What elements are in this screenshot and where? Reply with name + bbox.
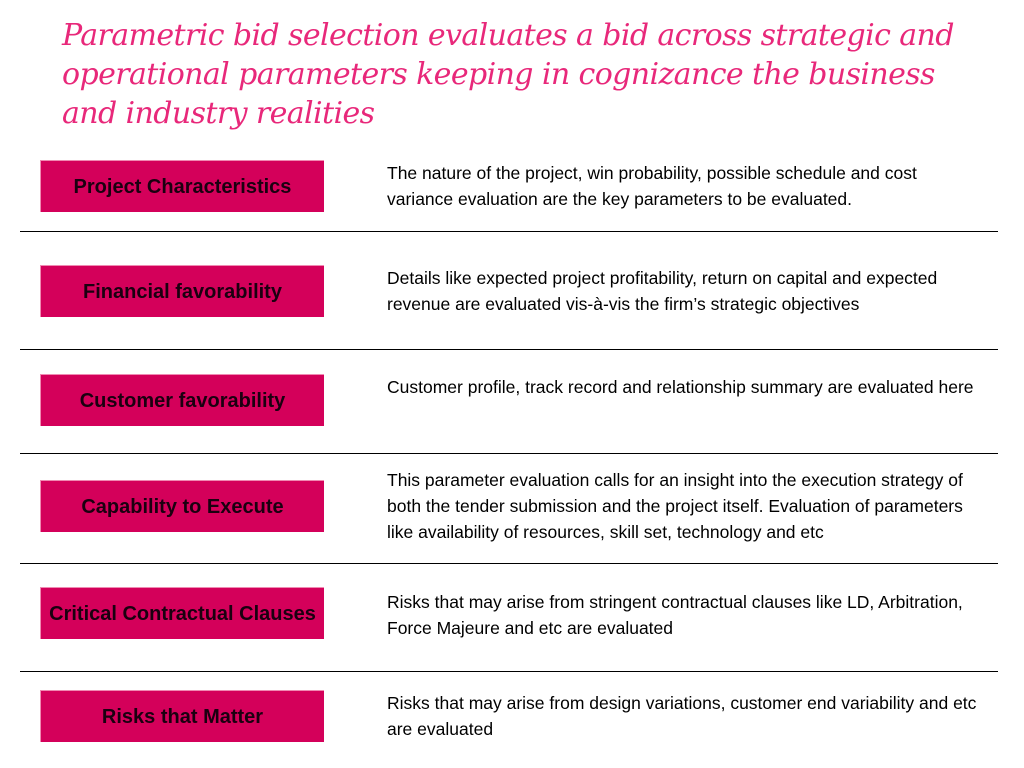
description-project-characteristics: The nature of the project, win probability, possible schedule and cost variance evaluation are the key parameters to be evaluated. — [387, 163, 917, 209]
description-capability-to-execute: This parameter evaluation calls for an insight into the execution strategy of both the tender submission and the project itself. Evaluation of parameters like availability of resources, skill set, technology and etc — [387, 470, 963, 542]
label-box-risks-that-matter — [40, 690, 324, 742]
label-text: Financial favorability — [83, 280, 282, 303]
label-text: Project Characteristics — [73, 175, 292, 198]
label-box-capability-to-execute — [40, 480, 324, 532]
label-box-project-characteristics — [40, 160, 324, 212]
row-divider — [20, 671, 998, 672]
label-text: Risks that Matter — [101, 705, 264, 728]
label-text: Capability to Execute — [81, 495, 284, 518]
row-divider — [20, 349, 998, 350]
label-box-customer-favorability — [40, 374, 324, 426]
label-text: Customer favorability — [79, 389, 286, 412]
label-text: Critical Contractual Clauses — [49, 602, 316, 625]
row-divider — [20, 453, 998, 454]
description-customer-favorability: Customer profile, track record and relationship summary are evaluated here — [387, 377, 974, 397]
description-critical-contractual-clauses: Risks that may arise from stringent contractual clauses like LD, Arbitration, Force Majeure and etc are evaluated — [387, 592, 963, 638]
row-divider — [20, 231, 998, 232]
description-financial-favorability: Details like expected project profitability, return on capital and expected revenue are evaluated vis-à-vis the firm’s strategic objectives — [387, 268, 938, 314]
label-box-critical-contractual-clauses — [40, 587, 324, 639]
row-divider — [20, 563, 998, 564]
description-risks-that-matter: Risks that may arise from design variations, customer end variability and etc are evaluated — [387, 693, 977, 739]
label-box-financial-favorability — [40, 265, 324, 317]
slide-title: Parametric bid selection evaluates a bid across strategic and operational parameters keeping in cognizance the business and industry realities — [62, 18, 954, 131]
